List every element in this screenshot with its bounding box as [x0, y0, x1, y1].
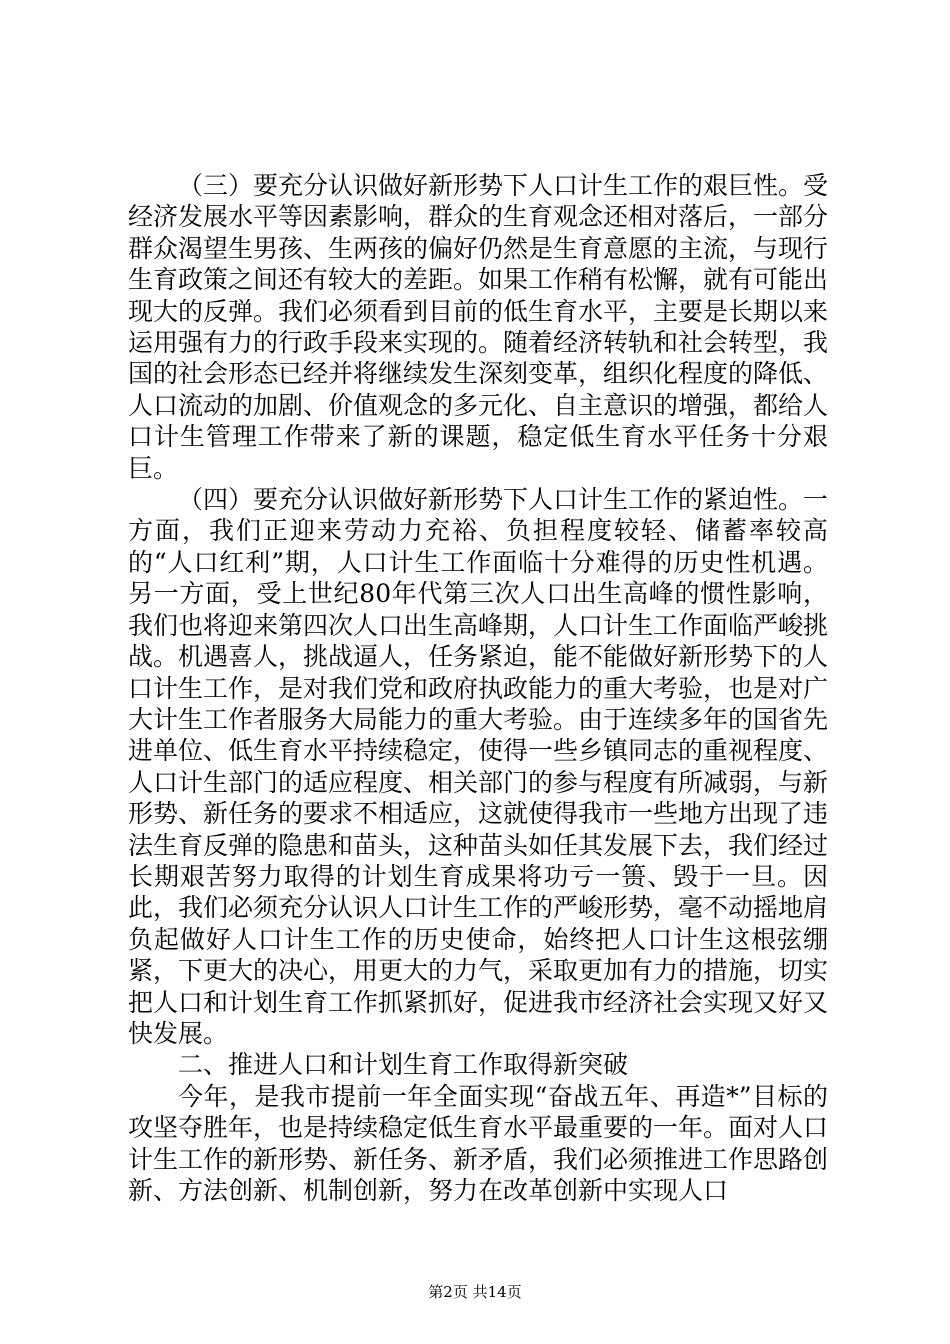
- paragraph-section-three: （三）要充分认识做好新形势下人口计生工作的艰巨性。受经济发展水平等因素影响，群众的生育观念还相对落后，一部分群众渴望生男孩、生两孩的偏好仍然是生育意愿的主流，与现行生育政策之间还有较大的差距。如果工作稍有松懈，就有可能出现大的反弹。我们必须看到目前的低生育水平，主要是长期以来运用强有力的行政手段来实现的。随着经济转轨和社会转型，我国的社会形态已经并将继续发生深刻变革，组织化程度的降低、人口流动的加剧、价值观念的多元化、自主意识的增强，都给人口计生管理工作带来了新的课题，稳定低生育水平任务十分艰巨。: [128, 171, 829, 483]
- paragraph-this-year: 今年，是我市提前一年全面实现“奋战五年、再造*”目标的攻坚夺胜年，也是持续稳定低生育水平最重要的一年。面对人口计生工作的新形势、新任务、新矛盾，我们必须推进工作思路创新、方法创新、机制创新，努力在改革创新中实现人口: [128, 1081, 829, 1205]
- document-body: [128, 170, 828, 1206]
- section-heading: 二、推进人口和计划生育工作取得新突破: [178, 1050, 629, 1080]
- page-number-footer: 第2页 共14页: [428, 1283, 522, 1301]
- paragraph-section-four: （四）要充分认识做好新形势下人口计生工作的紧迫性。一方面，我们正迎来劳动力充裕、负担程度较轻、储蓄率较高的“人口红利”期，人口计生工作面临十分难得的历史性机遇。另一方面，受上世纪80年代第三次人口出生高峰的惯性影响，我们也将迎来第四次人口出生高峰期，人口计生工作面临严峻挑战。机遇喜人，挑战逼人，任务紧迫，能不能做好新形势下的人口计生工作，是对我们党和政府执政能力的重大考验，也是对广大计生工作者服务大局能力的重大考验。由于连续多年的国省先进单位、低生育水平持续稳定，使得一些乡镇同志的重视程度、人口计生部门的适应程度、相关部门的参与程度有所减弱，与新形势、新任务的要求不相适应，这就使得我市一些地方出现了违法生育反弹的隐患和苗头，这种苗头如任其发展下去，我们经过长期艰苦努力取得的计划生育成果将功亏一篑、毁于一旦。因此，我们必须充分认识人口计生工作的严峻形势，毫不动摇地肩负起做好人口计生工作的历史使命，始终把人口计生这根弦绷紧，下更大的决心，用更大的力气，采取更加有力的措施，切实把人口和计划生育工作抓紧抓好，促进我市经济社会实现又好又快发展。: [128, 485, 829, 1048]
